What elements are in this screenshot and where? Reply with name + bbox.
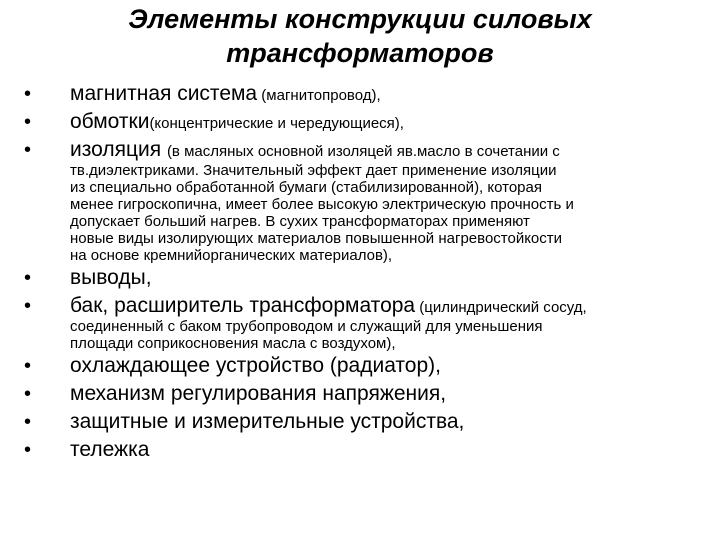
bullet-icon: • [24, 111, 32, 133]
list-item-magnetic-system [18, 82, 698, 106]
item-note-continuation: тв.диэлектриками. Значительный эффект дает применение изоляции [70, 162, 557, 179]
item-note-continuation: из специально обработанной бумаги (стабилизированной), которая [70, 179, 542, 196]
list-item-trolley [18, 438, 698, 462]
item-main-text: механизм регулирования напряжения, [70, 382, 447, 405]
list-item-voltage-regulation [18, 382, 698, 406]
item-main-text: тележка [70, 438, 150, 461]
bullet-icon: • [24, 267, 32, 289]
item-main-text: магнитная система [70, 82, 258, 105]
bullet-icon: • [24, 295, 32, 317]
item-note-continuation: менее гигроскопична, имеет более высокую электрическую прочность и [70, 196, 574, 213]
list-item-terminals [18, 266, 698, 290]
item-note-continuation: на основе кремнийорганических материалов), [70, 247, 393, 264]
elements-list [18, 82, 698, 462]
item-note-text: (в масляных основной изоляцей яв.масло в сочетании с [166, 143, 560, 160]
slide-title [0, 2, 720, 70]
item-main-text: изоляция [70, 138, 167, 161]
list-item-insulation [18, 138, 698, 264]
item-main-text: обмотки [70, 110, 150, 133]
bullet-icon: • [24, 383, 32, 405]
bullet-icon: • [24, 83, 32, 105]
item-main-text: охлаждающее устройство (радиатор), [70, 354, 441, 377]
slide-title-line-1: Элементы конструкции силовых [128, 4, 592, 34]
item-note-text: (цилиндрический сосуд, [415, 299, 587, 316]
list-item-tank-conservator [18, 294, 698, 352]
item-note-continuation: новые виды изолирующих материалов повышенной нагревостойкости [70, 230, 563, 247]
item-main-text: бак, расширитель трансформатора [70, 294, 416, 317]
slide-title-line-2: трансформаторов [226, 38, 494, 68]
bullet-icon: • [24, 355, 32, 377]
item-note-continuation: соединенный с баком трубопроводом и служащий для уменьшения [70, 318, 543, 335]
item-note-continuation: площади соприкосновения масла с воздухом), [70, 335, 396, 352]
item-note-text: (магнитопровод), [257, 87, 381, 104]
item-main-text: защитные и измерительные устройства, [70, 410, 465, 433]
item-main-text: выводы, [70, 266, 152, 289]
item-note-text: (концентрические и чередующиеся), [149, 115, 404, 132]
list-item-cooling-device [18, 354, 698, 378]
bullet-icon: • [24, 439, 32, 461]
bullet-icon: • [24, 411, 32, 433]
item-note-continuation: допускает больший нагрев. В сухих трансформаторах применяют [70, 213, 530, 230]
list-item-windings [18, 110, 698, 134]
list-item-protective-devices [18, 410, 698, 434]
bullet-icon: • [24, 139, 32, 161]
